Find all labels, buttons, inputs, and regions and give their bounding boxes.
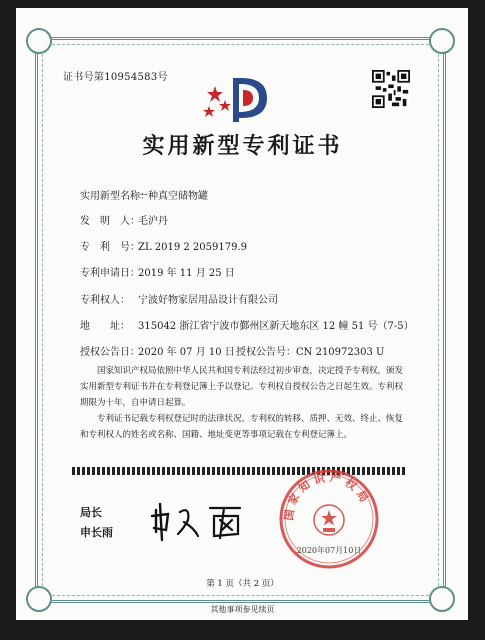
field-grant-number	[236, 343, 384, 358]
field-grant-date	[80, 343, 235, 358]
field-inventor	[80, 212, 168, 227]
paragraph-legal-status: 专利证书记载专利权登记时的法律状况。专利权的转移、质押、无效、终止、恢复和专利权人的姓名或名称、国籍、地址变更等事项记载在专利登记簿上。	[80, 414, 404, 440]
director-signature	[150, 498, 250, 542]
seal-text: 国家知识产权局	[282, 471, 373, 522]
corner-ornament	[26, 28, 52, 54]
director-name: 申长雨	[80, 526, 113, 539]
certificate-number: 证书号第10954583号	[63, 72, 168, 83]
field-patentee	[80, 291, 278, 306]
page-title: 实用新型专利证书	[142, 133, 343, 159]
field-patent-number	[80, 238, 247, 253]
corner-ornament	[429, 28, 455, 54]
page-number: 第 1 页（共 2 页）	[206, 579, 279, 589]
field-label: 专利权人：	[80, 295, 130, 306]
field-value: 宁波好物家居用品设计有限公司	[138, 295, 278, 306]
field-label: 发 明 人：	[80, 216, 140, 227]
field-utility-name	[80, 187, 208, 202]
director-title: 局长	[80, 506, 102, 519]
paragraph-grant-statement: 国家知识产权局依照中华人民共和国专利法经过初步审查，决定授予专利权，颁发实用新型专利证书并在专利登记簿上予以登记。专利权自授权公告之日起生效。专利权期限为十年，自申请日起算。	[80, 366, 404, 408]
svg-text:国家知识产权局	[281, 470, 372, 521]
field-label: 授权公告日：	[80, 347, 140, 358]
field-address	[80, 317, 414, 332]
field-value: ZL 2019 2 2059179.9	[138, 242, 248, 253]
field-value: 一种真空储物罐	[138, 191, 208, 202]
field-label: 实用新型名称：	[80, 191, 150, 202]
qr-code-icon	[372, 70, 410, 108]
field-label: 专利申请日：	[80, 268, 140, 279]
seal-date: 2020年07月10日	[296, 546, 362, 555]
official-seal	[278, 468, 380, 570]
field-value: 2019 年 11 月 25 日	[138, 268, 235, 279]
field-filing-date	[80, 264, 235, 279]
field-value: 毛沪丹	[138, 216, 168, 227]
field-label: 授权公告号：	[236, 347, 296, 358]
field-value: 2020 年 07 月 10 日	[138, 347, 235, 358]
field-value: 315042 浙江省宁波市鄞州区新天地东区 12 幢 51 号（7-5）	[138, 321, 414, 332]
field-label: 地 址：	[80, 321, 130, 332]
continuation-note: 其他事项参见续页	[210, 605, 275, 614]
field-label: 专 利 号：	[80, 242, 140, 253]
field-value: CN 210972303 U	[296, 347, 385, 358]
cnipa-emblem-icon	[201, 72, 281, 128]
